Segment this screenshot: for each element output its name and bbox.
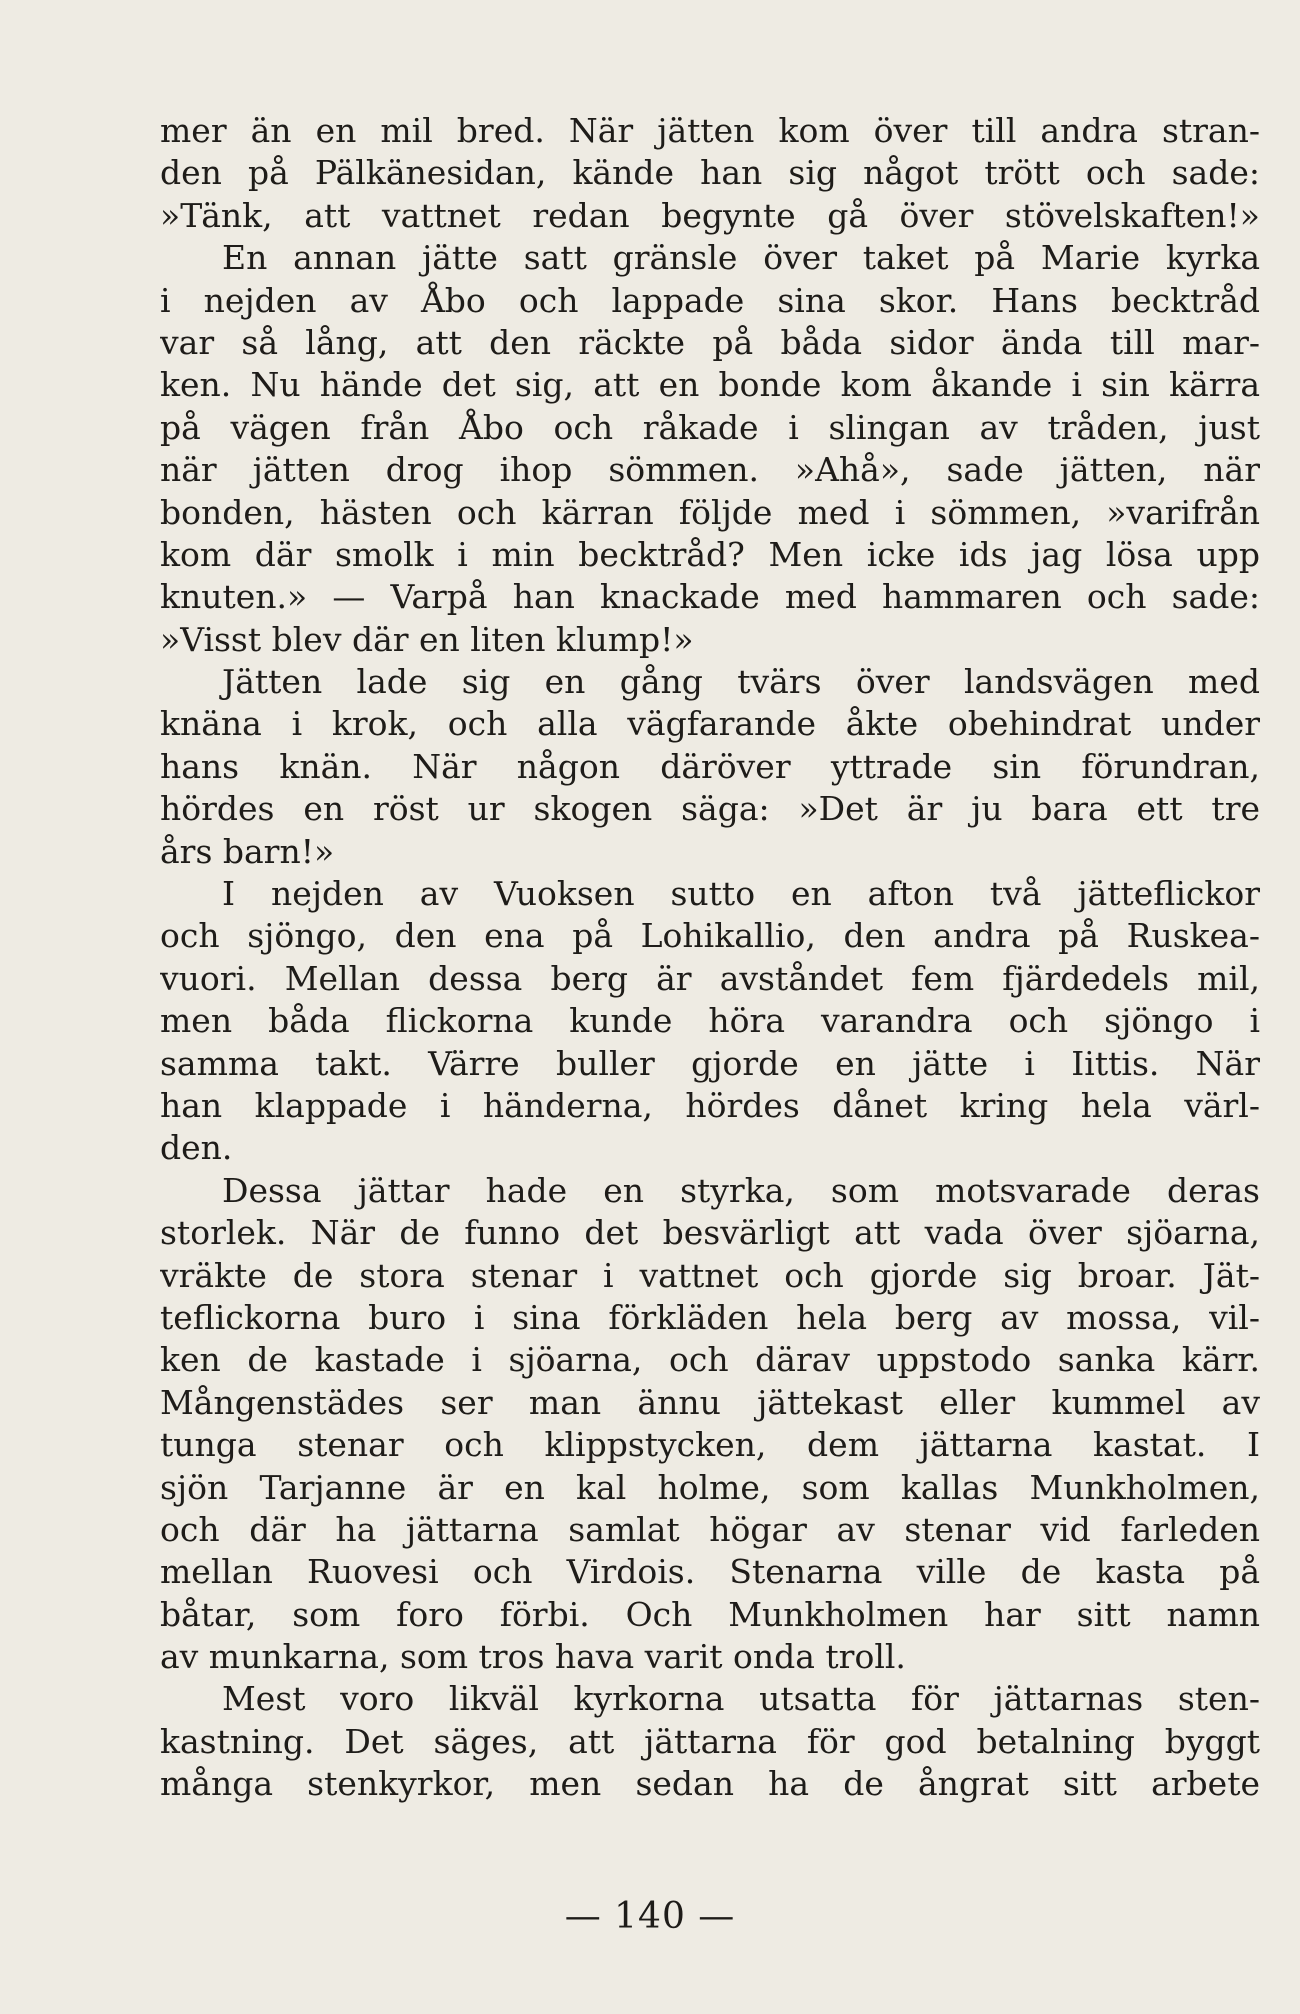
text-line: samma takt. Värre buller gjorde en jätte i Iittis. När xyxy=(160,1043,1260,1083)
text-line: hans knän. När någon däröver yttrade sin förundran, xyxy=(160,746,1260,786)
text-line: Mångenstädes ser man ännu jättekast eller kummel av xyxy=(160,1382,1260,1422)
text-line: bonden, hästen och kärran följde med i sömmen, »varifrån xyxy=(160,492,1260,532)
text-line: i nejden av Åbo och lappade sina skor. Hans becktråd xyxy=(160,280,1260,320)
text-line: knuten.» — Varpå han knackade med hammaren och sade: xyxy=(160,577,1260,617)
text-line: mer än en mil bred. När jätten kom över till andra stran- xyxy=(160,111,1260,150)
text-line: båtar, som foro förbi. Och Munkholmen har sitt namn xyxy=(160,1594,1260,1634)
text-line: och där ha jättarna samlat högar av stenar vid farleden xyxy=(160,1509,1260,1549)
text-line: av munkarna, som tros hava varit onda troll. xyxy=(160,1637,906,1677)
text-line: teflickorna buro i sina förkläden hela berg av mossa, vil- xyxy=(160,1297,1260,1337)
page-number: — 140 — xyxy=(564,1896,736,1937)
text-line: »Visst blev där en liten klump!» xyxy=(160,619,694,659)
text-line: I nejden av Vuoksen sutto en afton två jätteflickor xyxy=(222,874,1260,914)
text-line: vuori. Mellan dessa berg är avståndet fem fjärdedels mil, xyxy=(160,958,1260,998)
text-line: han klappade i händerna, hördes dånet kring hela värl- xyxy=(160,1085,1260,1125)
text-line: var så lång, att den räckte på båda sidor ända till mar- xyxy=(160,322,1260,362)
text-line: när jätten drog ihop sömmen. »Ahå», sade jätten, när xyxy=(160,450,1260,490)
text-line: »Tänk, att vattnet redan begynte gå över stövelskaften!» xyxy=(160,195,1260,235)
text-line: men båda flickorna kunde höra varandra och sjöngo i xyxy=(160,1001,1260,1041)
text-line: kastning. Det säges, att jättarna för god betalning byggt xyxy=(160,1721,1260,1761)
text-line: storlek. När de funno det besvärligt att vada över sjöarna, xyxy=(160,1213,1260,1253)
text-line: Mest voro likväl kyrkorna utsatta för jättarnas sten- xyxy=(222,1679,1260,1719)
text-line: kom där smolk i min becktråd? Men icke ids jag lösa upp xyxy=(160,534,1260,574)
text-line: många stenkyrkor, men sedan ha de ångrat sitt arbete xyxy=(160,1764,1260,1804)
text-line: En annan jätte satt gränsle över taket på Marie kyrka xyxy=(222,238,1260,278)
text-line: ken. Nu hände det sig, att en bonde kom åkande i sin kärra xyxy=(160,365,1260,405)
text-line: hördes en röst ur skogen säga: »Det är ju bara ett tre xyxy=(160,789,1260,829)
body-text xyxy=(160,110,1260,1806)
text-line: Jätten lade sig en gång tvärs över landsvägen med xyxy=(222,662,1260,702)
text-line: vräkte de stora stenar i vattnet och gjorde sig broar. Jät- xyxy=(160,1255,1260,1295)
text-line: den. xyxy=(160,1128,233,1168)
text-line: års barn!» xyxy=(160,831,335,871)
text-line: mellan Ruovesi och Virdois. Stenarna ville de kasta på xyxy=(160,1552,1260,1592)
text-line: tunga stenar och klippstycken, dem jättarna kastat. I xyxy=(160,1425,1260,1465)
text-line: den på Pälkänesidan, kände han sig något trött och sade: xyxy=(160,153,1260,193)
text-line: ken de kastade i sjöarna, och därav uppstodo sanka kärr. xyxy=(160,1340,1260,1380)
text-line: och sjöngo, den ena på Lohikallio, den andra på Ruskea- xyxy=(160,916,1260,956)
text-line: sjön Tarjanne är en kal holme, som kallas Munkholmen, xyxy=(160,1467,1260,1507)
text-line: knäna i krok, och alla vägfarande åkte obehindrat under xyxy=(160,704,1260,744)
text-line: Dessa jättar hade en styrka, som motsvarade deras xyxy=(222,1170,1260,1210)
text-line: på vägen från Åbo och råkade i slingan av tråden, just xyxy=(160,407,1260,447)
